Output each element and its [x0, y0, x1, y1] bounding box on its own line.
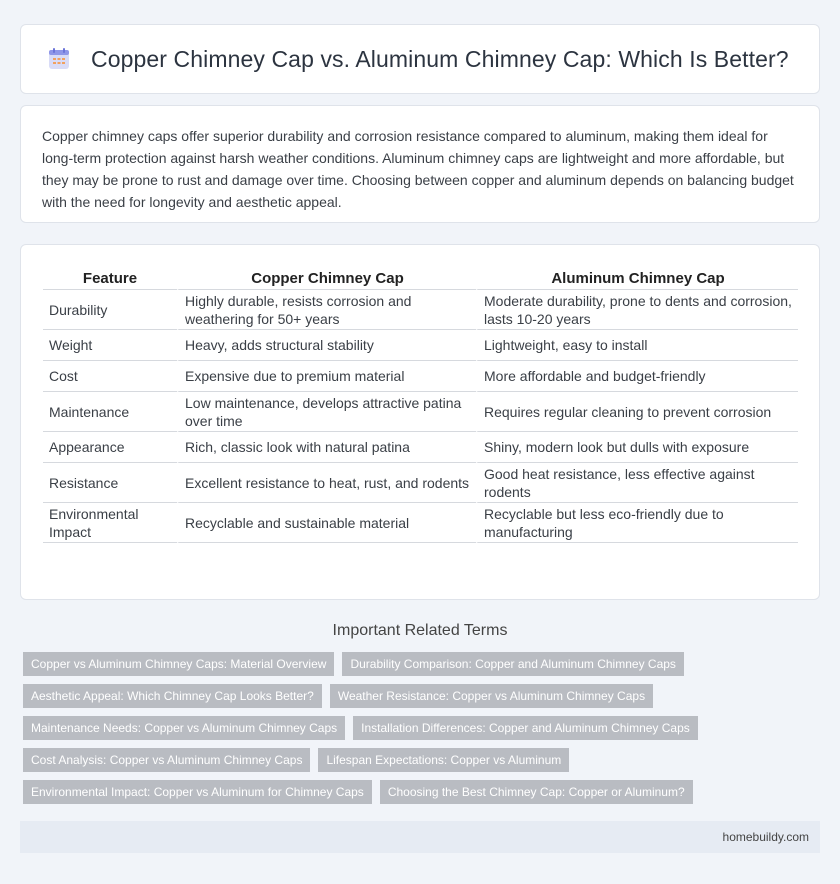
related-term-tag[interactable]: Durability Comparison: Copper and Aluminum Chimney Caps: [342, 652, 683, 676]
related-term-tag[interactable]: Copper vs Aluminum Chimney Caps: Material Overview: [23, 652, 334, 676]
comparison-card: [20, 244, 820, 600]
header-aluminum: Aluminum Chimney Cap: [476, 263, 798, 290]
related-terms-list: [23, 652, 823, 812]
table-row: [43, 392, 798, 432]
related-term-tag[interactable]: Installation Differences: Copper and Aluminum Chimney Caps: [353, 716, 698, 740]
related-terms-title: Important Related Terms: [332, 622, 508, 639]
comparison-table: [43, 263, 798, 543]
aluminum-cell: Good heat resistance, less effective against rodents: [476, 463, 798, 503]
aluminum-cell: Moderate durability, prone to dents and corrosion, lasts 10-20 years: [476, 290, 798, 330]
footer: [20, 821, 820, 853]
feature-cell: Cost: [43, 361, 177, 392]
calendar-icon: [47, 47, 71, 71]
footer-site-link[interactable]: homebuildy.com: [722, 830, 809, 844]
header-card: [20, 24, 820, 94]
copper-cell: Low maintenance, develops attractive patina over time: [177, 392, 476, 432]
aluminum-cell: Requires regular cleaning to prevent corrosion: [476, 392, 798, 432]
aluminum-cell: Shiny, modern look but dulls with exposure: [476, 432, 798, 463]
aluminum-cell: More affordable and budget-friendly: [476, 361, 798, 392]
related-term-tag[interactable]: Choosing the Best Chimney Cap: Copper or Aluminum?: [380, 780, 693, 804]
table-row: [43, 290, 798, 330]
table-row: [43, 503, 798, 543]
related-term-tag[interactable]: Lifespan Expectations: Copper vs Aluminum: [318, 748, 569, 772]
copper-cell: Highly durable, resists corrosion and weathering for 50+ years: [177, 290, 476, 330]
copper-cell: Rich, classic look with natural patina: [177, 432, 476, 463]
intro-text: Copper chimney caps offer superior durability and corrosion resistance compared to aluminum, making them ideal for long-term protection against harsh weather conditions. Aluminum chimney caps are lightweight and more affordable, but they may be prone to rust and damage over time. Choosing between copper and aluminum depends on balancing budget with the need for longevity and aesthetic appeal.: [42, 128, 794, 210]
related-term-tag[interactable]: Environmental Impact: Copper vs Aluminum for Chimney Caps: [23, 780, 372, 804]
table-row: [43, 330, 798, 361]
copper-cell: Heavy, adds structural stability: [177, 330, 476, 361]
table-row: [43, 432, 798, 463]
aluminum-cell: Recyclable but less eco-friendly due to manufacturing: [476, 503, 798, 543]
page-title: Copper Chimney Cap vs. Aluminum Chimney Cap: Which Is Better?: [91, 45, 789, 72]
related-term-tag[interactable]: Weather Resistance: Copper vs Aluminum Chimney Caps: [330, 684, 653, 708]
table-header-row: [43, 263, 798, 290]
copper-cell: Recyclable and sustainable material: [177, 503, 476, 543]
feature-cell: Appearance: [43, 432, 177, 463]
related-term-tag[interactable]: Cost Analysis: Copper vs Aluminum Chimney Caps: [23, 748, 310, 772]
feature-cell: Weight: [43, 330, 177, 361]
feature-cell: Durability: [43, 290, 177, 330]
feature-cell: Environmental Impact: [43, 503, 177, 543]
feature-cell: Maintenance: [43, 392, 177, 432]
copper-cell: Excellent resistance to heat, rust, and rodents: [177, 463, 476, 503]
related-term-tag[interactable]: Aesthetic Appeal: Which Chimney Cap Looks Better?: [23, 684, 322, 708]
feature-cell: Resistance: [43, 463, 177, 503]
intro-card: [20, 105, 820, 223]
related-term-tag[interactable]: Maintenance Needs: Copper vs Aluminum Chimney Caps: [23, 716, 345, 740]
copper-cell: Expensive due to premium material: [177, 361, 476, 392]
header-feature: Feature: [43, 263, 177, 290]
table-row: [43, 361, 798, 392]
table-row: [43, 463, 798, 503]
aluminum-cell: Lightweight, easy to install: [476, 330, 798, 361]
header-copper: Copper Chimney Cap: [177, 263, 476, 290]
